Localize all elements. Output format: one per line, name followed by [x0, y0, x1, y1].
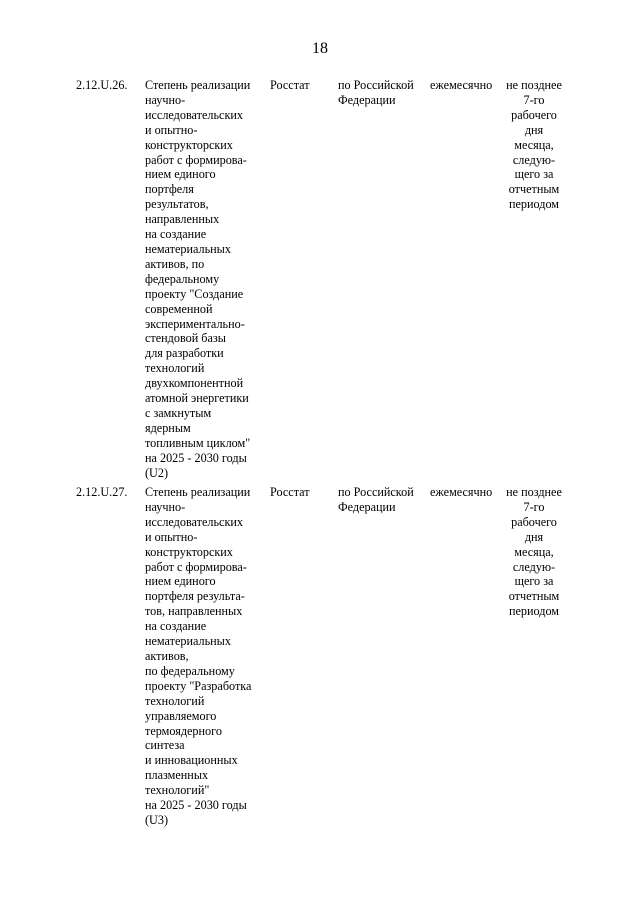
- indicator-name: Степень реализации научно- исследовательских и опытно- конструкторских работ с формирова- нием единого портфеля результа- тов, направленных на создание нематериальных активов, по федеральному проекту "Разработка технологий управляемого термоядерного синтеза и инновационных плазменных технологий" на 2025 - 2030 годы (U3): [145, 485, 252, 827]
- indicator-code: 2.12.U.26.: [76, 78, 128, 92]
- indicator-deadline: не позднее 7-го рабочего дня месяца, следую- щего за отчетным периодом: [506, 485, 562, 619]
- indicator-level: по Российской Федерации: [338, 78, 414, 107]
- indicator-level: по Российской Федерации: [338, 485, 414, 514]
- indicator-frequency: ежемесячно: [430, 78, 493, 92]
- indicator-name: Степень реализации научно- исследовательских и опытно- конструкторских работ с формирова- нием единого портфеля результатов, направленных на создание нематериальных активов, по федеральному проекту "Создание современной экспериментально- стендовой базы для разработки технологий двухкомпонентной атомной энергетики с замкнутым ядерным топливным циклом" на 2025 - 2030 годы (U2): [145, 78, 251, 480]
- indicator-source: Росстат: [270, 78, 310, 92]
- indicator-frequency: ежемесячно: [430, 485, 493, 499]
- indicator-deadline: не позднее 7-го рабочего дня месяца, следую- щего за отчетным периодом: [506, 78, 562, 212]
- page-number: 18: [312, 40, 328, 57]
- indicator-code: 2.12.U.27.: [76, 485, 128, 499]
- indicator-source: Росстат: [270, 485, 310, 499]
